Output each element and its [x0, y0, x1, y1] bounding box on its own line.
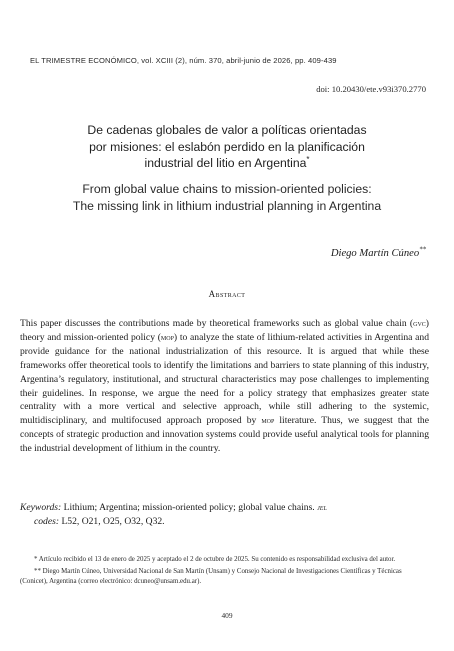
author-name-text: Diego Martín Cúneo	[330, 248, 420, 259]
abstract-heading: Abstract	[208, 289, 246, 299]
title-es-line-1: De cadenas globales de valor a políticas orientadas	[87, 123, 367, 137]
abstract-text-3: ) to analyze the state of lithium-related activities in Argentina and provide guidance for the national industrialization of this resource. It is argued that while these frameworks offer theoretical tools to identify the limitations and barriers to state planning of this industry, Argentina’s regulatory, institutional, and structural characteristics may pose challenges to implementing their guidelines. In response, we argue the need for a policy strategy that emphasizes greater state centrality with a more vertical and selective approach, while still adhering to the systemic, multidisciplinary, and multifocused approach proposed by	[20, 331, 429, 427]
jel-label: jel	[317, 502, 327, 512]
author-footnote-marker[interactable]: **	[419, 246, 426, 254]
abbr-gvc: gvc	[413, 318, 426, 328]
keywords-label: Keywords:	[20, 502, 62, 513]
jel-codes: L52, O21, O25, O32, Q32.	[59, 516, 165, 527]
abbr-mop-2: mop	[261, 415, 275, 426]
journal-header: EL TRIMESTRE ECONÓMICO, vol. XCIII (2), núm. 370, abril-junio de 2026, pp. 409-439	[30, 56, 337, 65]
keywords-block	[20, 500, 429, 529]
title-english	[20, 181, 434, 214]
abstract-text-4: literature. Thus, we suggest that the concepts of strategic production and innovation systems could provide useful analytical tools for planning the industrial development of lithium in the country.	[20, 415, 429, 455]
doi-link[interactable]: doi: 10.20430/ete.v93i370.2770	[316, 84, 426, 94]
jel-codes-label: codes:	[34, 516, 60, 527]
title-en-line-2: The missing link in lithium industrial planning in Argentina	[72, 198, 382, 213]
title-en-line-1: From global value chains to mission-oriented policies:	[82, 182, 372, 196]
footnote-2: ** Diego Martín Cúneo, Universidad Nacional de San Martín (Unsam) y Consejo Nacional de Investigaciones Científicas y Técnicas (Conicet), Argentina (correo electrónico: dcuneo@unsam.edu.ar).	[20, 568, 402, 586]
title-es-line-3-text: industrial del litio en Argentina	[144, 156, 307, 170]
abstract-paragraph	[20, 317, 429, 456]
title-es-line-2: por misiones: el eslabón perdido en la planificación	[89, 139, 365, 154]
abbr-mop: mop	[160, 331, 174, 342]
title-spanish	[40, 122, 414, 172]
title-es-line-3	[40, 155, 414, 172]
page-number: 409	[221, 611, 233, 620]
footnote-1: * Artículo recibido el 13 de enero de 2025 y aceptado el 2 de octubre de 2025. Su contenido es responsabilidad exclusiva del autor.	[34, 556, 396, 563]
title-footnote-marker[interactable]: *	[306, 154, 310, 164]
keywords-text: Lithium; Argentina; mission-oriented policy; global value chains.	[61, 502, 315, 513]
author-name	[331, 248, 426, 259]
abstract-text-1: This paper discusses the contributions made by theoretical frameworks such as global value chain (	[20, 318, 414, 329]
abstract-text-2: ) theory and mission-oriented policy (	[20, 318, 429, 343]
footnotes	[20, 555, 430, 589]
